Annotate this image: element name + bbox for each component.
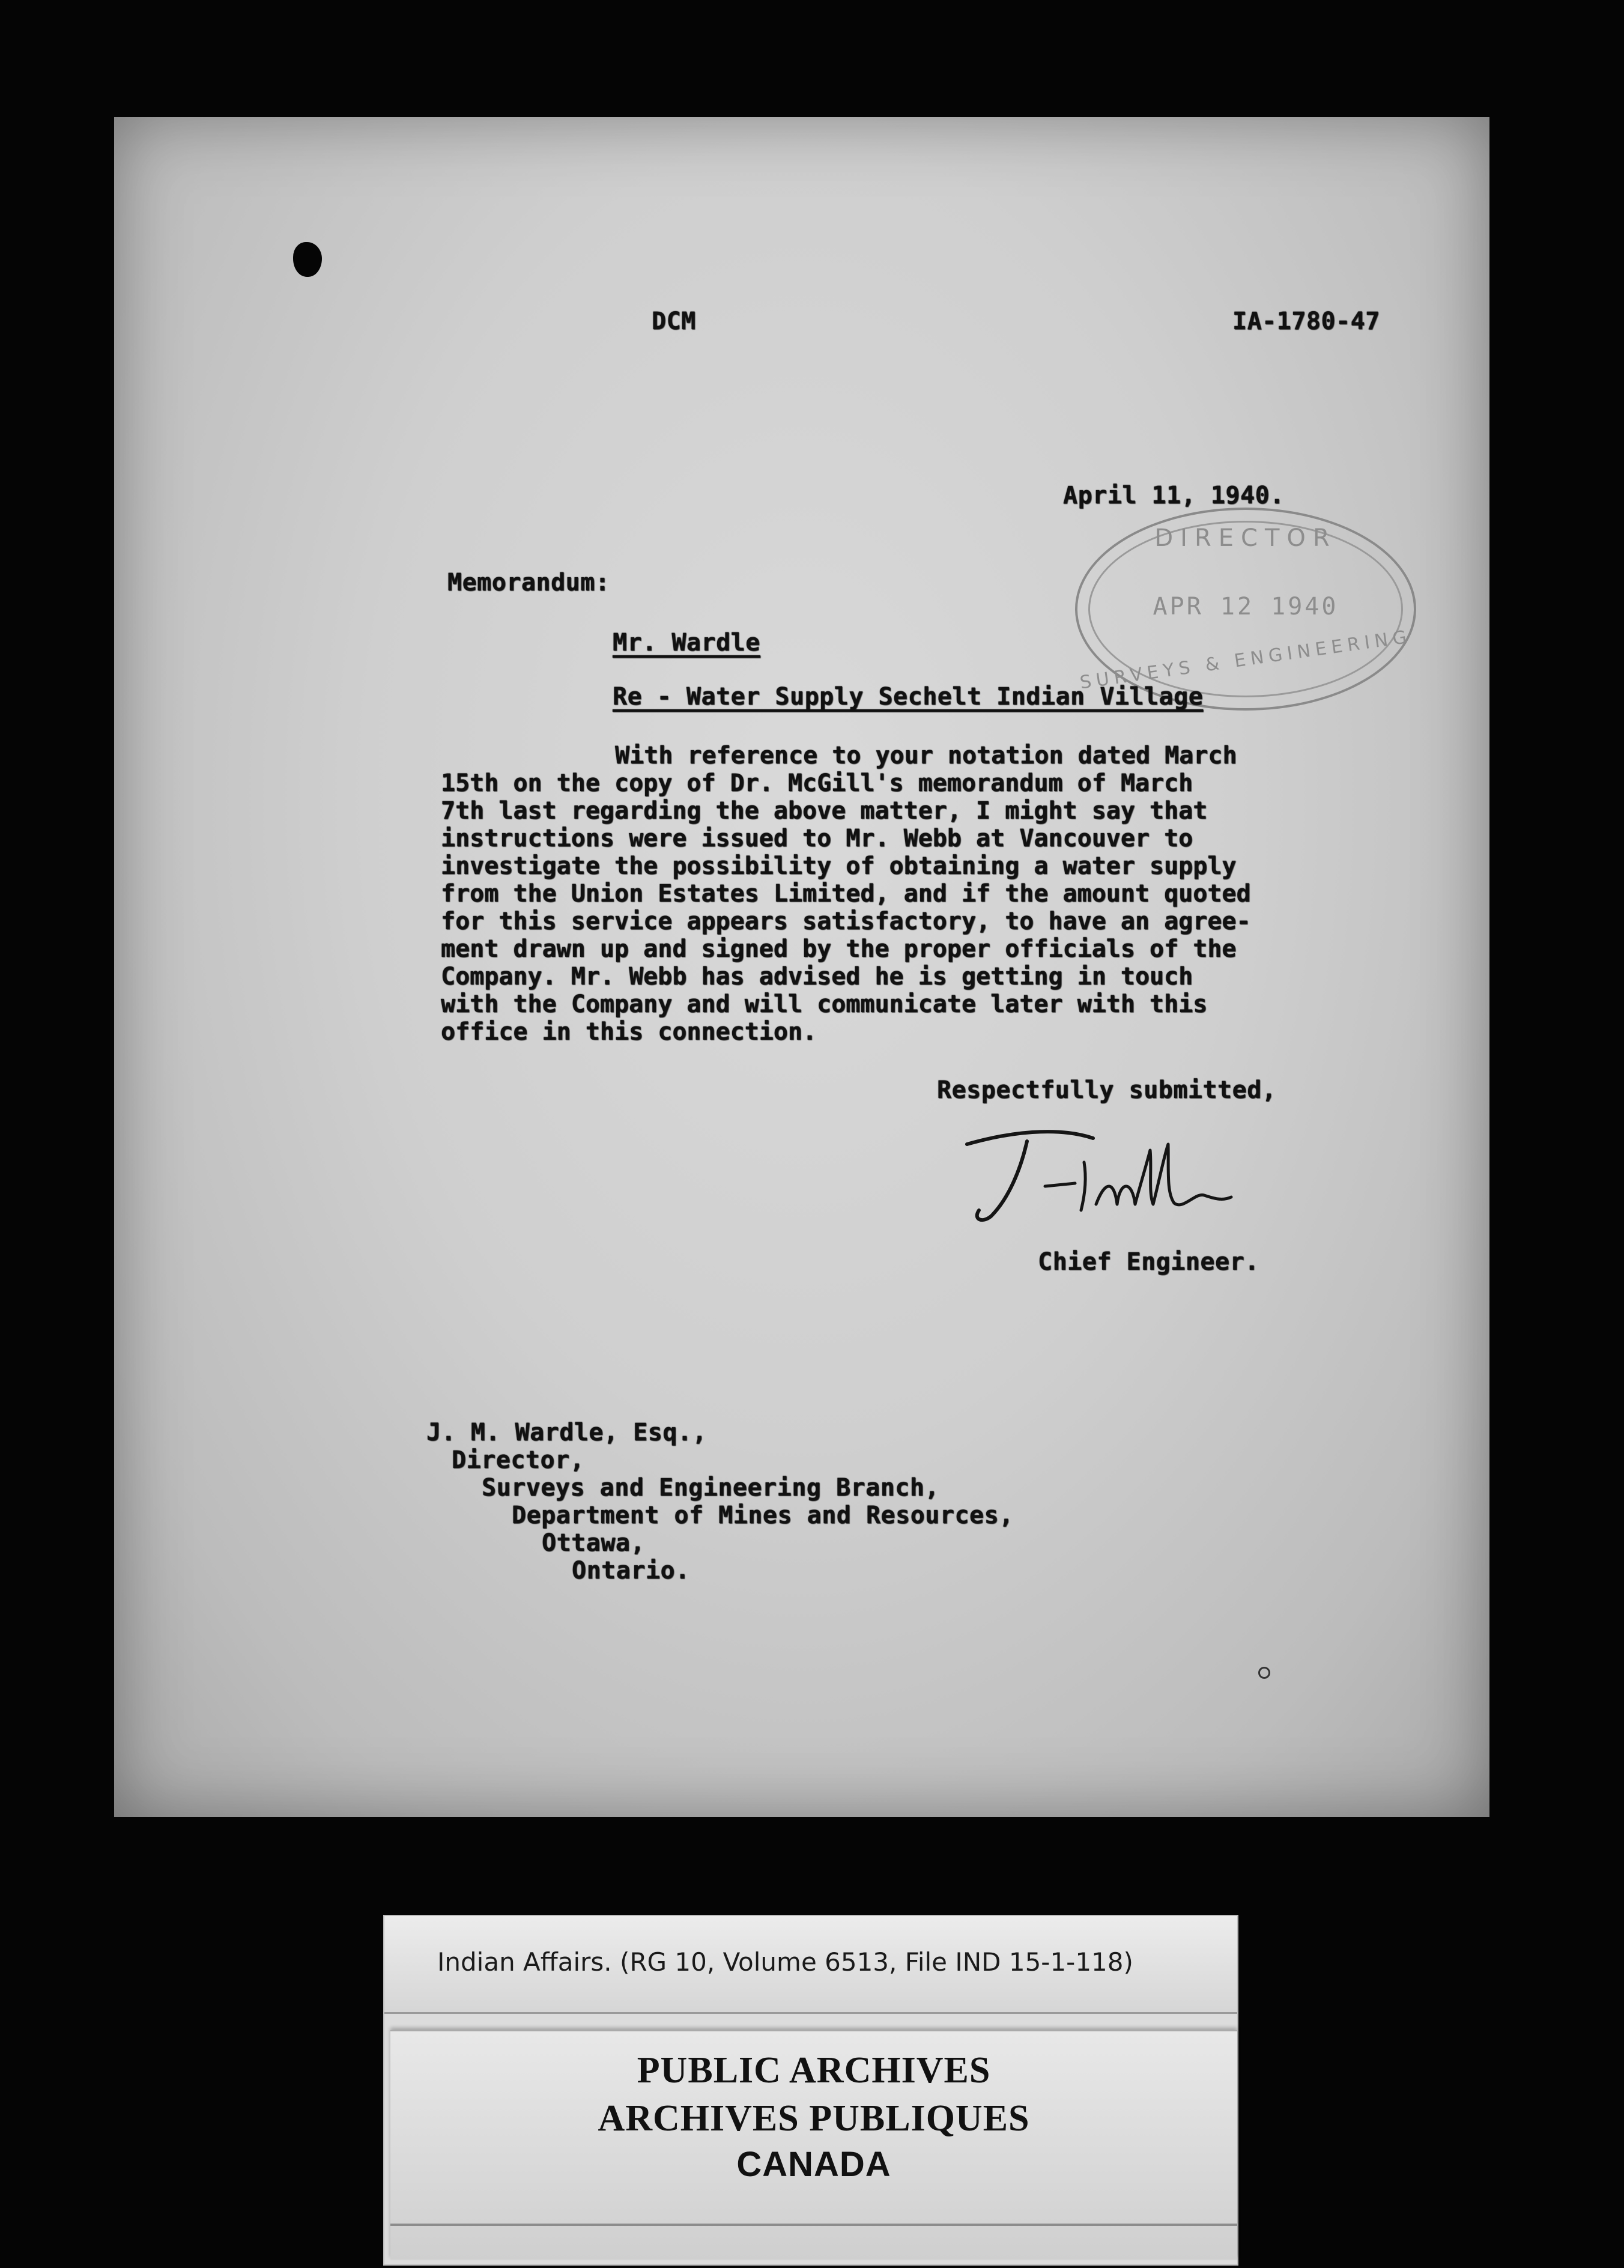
archive-country: CANADA bbox=[736, 2145, 891, 2184]
body-line: ment drawn up and signed by the proper officials of the bbox=[441, 935, 1237, 963]
body-line: With reference to your notation dated March bbox=[615, 742, 1237, 769]
signatory-title: Chief Engineer. bbox=[1038, 1248, 1259, 1276]
document-page bbox=[114, 117, 1489, 1817]
address-department: Department of Mines and Resources, bbox=[512, 1502, 1014, 1529]
stamp-date: APR 12 1940 bbox=[1153, 593, 1339, 620]
address-province: Ontario. bbox=[572, 1557, 690, 1584]
body-line: investigate the possibility of obtaining a water supply bbox=[441, 852, 1237, 880]
memo-body bbox=[441, 742, 1251, 1046]
archive-citation: Indian Affairs. (RG 10, Volume 6513, File IND 15-1-118) bbox=[437, 1947, 1133, 1977]
closing: Respectfully submitted, bbox=[937, 1076, 1277, 1104]
memo-recipient: Mr. Wardle bbox=[613, 629, 760, 656]
archive-label bbox=[384, 1916, 1237, 2264]
body-line: for this service appears satisfactory, to have an agree- bbox=[441, 908, 1251, 935]
paper-speck bbox=[1258, 1667, 1270, 1679]
file-reference: IA-1780-47 bbox=[1232, 308, 1380, 335]
handwritten-signature bbox=[955, 1120, 1243, 1234]
stamp-bottom-text: SURVEYS & ENGINEERING bbox=[1078, 626, 1413, 694]
initials: DCM bbox=[652, 308, 696, 335]
archive-name-strip bbox=[390, 2030, 1237, 2260]
address-city: Ottawa, bbox=[542, 1529, 646, 1557]
body-line: 7th last regarding the above matter, I might say that bbox=[441, 797, 1208, 825]
body-line: instructions were issued to Mr. Webb at Vancouver to bbox=[441, 825, 1193, 852]
citation-strip bbox=[384, 1916, 1237, 2014]
body-line: Company. Mr. Webb has advised he is getting in touch bbox=[441, 963, 1193, 990]
stamp-top-text: DIRECTOR bbox=[1154, 524, 1337, 552]
memo-label: Memorandum: bbox=[447, 569, 610, 596]
body-line: 15th on the copy of Dr. McGill's memorandum of March bbox=[441, 769, 1193, 797]
body-line: from the Union Estates Limited, and if the amount quoted bbox=[441, 880, 1251, 908]
received-stamp bbox=[1075, 508, 1416, 711]
address-branch: Surveys and Engineering Branch, bbox=[482, 1474, 940, 1502]
punch-hole bbox=[293, 242, 322, 277]
archive-name-english: PUBLIC ARCHIVES bbox=[637, 2050, 991, 2091]
address-title: Director, bbox=[452, 1446, 585, 1474]
body-line: with the Company and will communicate later with this bbox=[441, 990, 1208, 1018]
letter-date: April 11, 1940. bbox=[1063, 482, 1285, 509]
label-fold-line bbox=[390, 2224, 1237, 2226]
address-name: J. M. Wardle, Esq., bbox=[426, 1419, 707, 1446]
memo-subject: Re - Water Supply Sechelt Indian Village bbox=[613, 683, 1204, 711]
archive-name-french: ARCHIVES PUBLIQUES bbox=[598, 2098, 1030, 2139]
body-line: office in this connection. bbox=[441, 1018, 817, 1046]
